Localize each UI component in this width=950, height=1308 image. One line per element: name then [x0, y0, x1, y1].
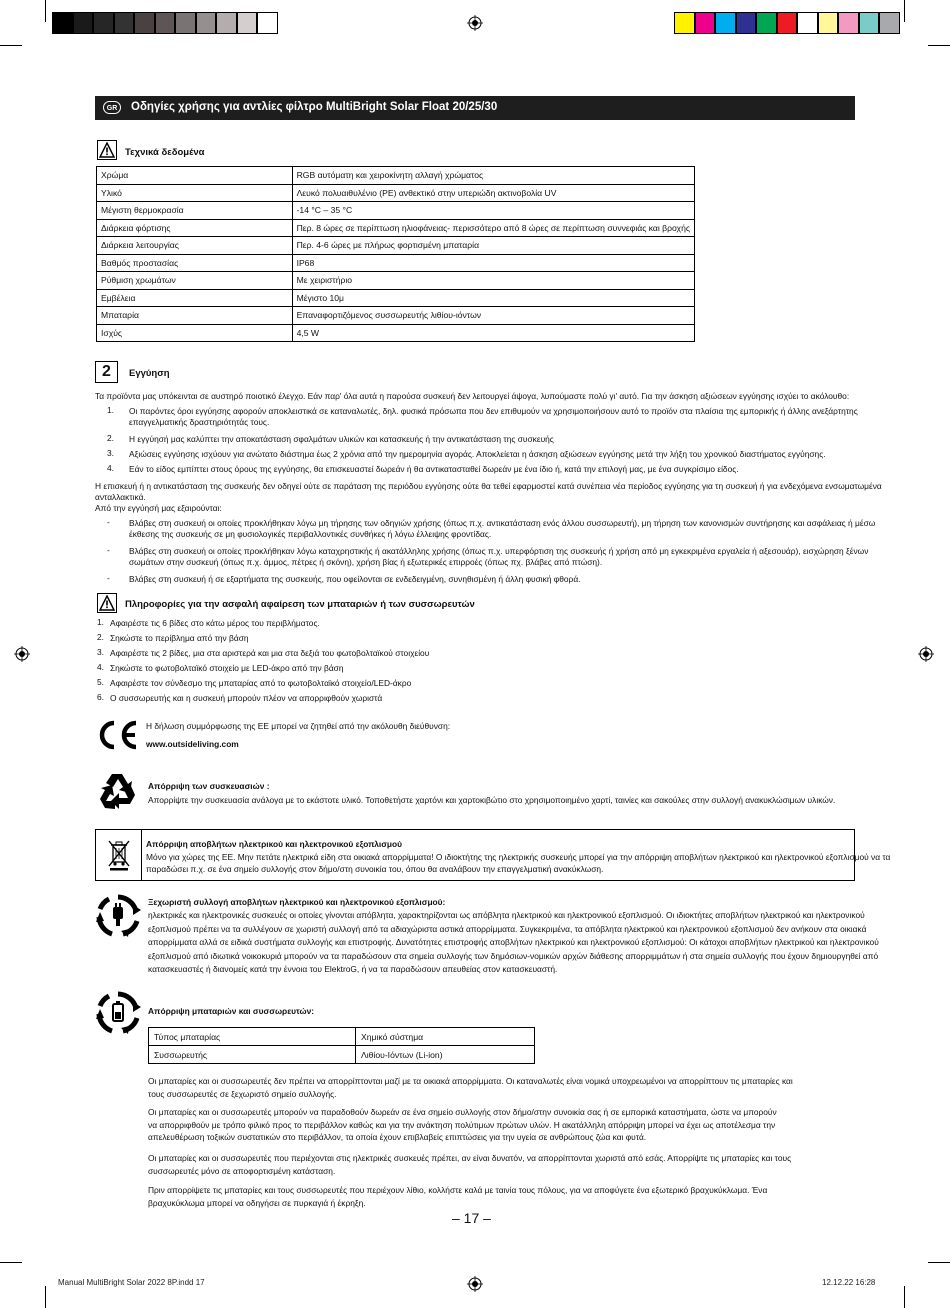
excluded-item-text: Βλάβες στη συσκευή ή σε εξαρτήματα της συσκευής, που οφείλονται σε ενδεδειγμένη, συνηθισμένη ή άλλη φυσική φθορά. [129, 574, 581, 584]
registration-mark-icon [14, 646, 30, 662]
crop-mark [928, 45, 950, 46]
warranty-item-number: 4. [107, 463, 114, 473]
tech-table-row [97, 272, 695, 290]
weee-heading: Απόρριψη αποβλήτων ηλεκτρικού και ηλεκτρονικού εξοπλισμού [146, 839, 403, 849]
removal-step-text: Αφαιρέστε τον σύνδεσμο της μπαταρίας από το φωτοβολταϊκό στοιχείο/LED-άκρο [110, 678, 412, 688]
gray-swatch [155, 12, 176, 34]
page-number: – 17 – [452, 1210, 491, 1226]
warranty-intro: Τα προϊόντα μας υπόκεινται σε αυστηρό ποιοτικό έλεγχο. Εάν παρ' όλα αυτά η παρούσα συσκευή δεν λειτουργεί άψογα, λυπούμαστε πολύ γι' αυτό. Για την άσκηση αξιώσεων εγγύησης ισχύει το ακόλουθο: [95, 391, 850, 401]
removal-step-number: 4. [97, 662, 104, 672]
packaging-heading: Απόρριψη των συσκευασιών : [148, 781, 270, 791]
battery-table-cell: Συσσωρευτής [149, 1046, 356, 1064]
crop-mark [904, 0, 905, 22]
warranty-repair-text-cont: ανταλλακτικά. [95, 492, 146, 502]
warranty-item-text: Οι παρόντες όροι εγγύησης αφορούν αποκλειστικά σε καταναλωτές, δηλ. φυσικά πρόσωπα που δεν επιθυμούν να χρησιμοποιήσουν αυτό το προϊόν στα πλαίσια της εμπορικής ή άλλης ανεξάρτητης [129, 406, 858, 416]
removal-step-text: Ο συσσωρευτής και η συσκευή μπορούν πλέον να απορριφθούν χωριστά [110, 693, 383, 703]
gray-swatch [93, 12, 114, 34]
removal-step-number: 1. [97, 617, 104, 627]
tech-value-cell: IP68 [292, 254, 694, 272]
color-swatch [715, 12, 736, 34]
packaging-text: Απορρίψτε την συσκευασία ανάλογα με το εκάστοτε υλικό. Τοποθετήστε χαρτόνι και χαρτοκιβώτιο στο χρησιμοποιημένο χαρτί, ταινίες και σακούλες στην συλλογή ανακυκλώσιμων υλικών. [148, 795, 836, 805]
footer-file-info: Manual MultiBright Solar 2022 8P.indd 17 [58, 1278, 205, 1287]
color-swatch [818, 12, 839, 34]
gray-swatch [196, 12, 217, 34]
gray-swatch [73, 12, 94, 34]
battery-type-table [148, 1027, 535, 1064]
separate-collection-text: εξοπλισμού από ιδιωτικά νοικοκυριά μπορούν να τα παραδώσουν στα σημεία συλλογής των δημόσιων-νομικών αρχών διάθεσης απορριμμάτων ή στα σημεία συλλογής που έχουν δημιουργηθεί από [148, 950, 879, 961]
tech-label-cell: Ρύθμιση χρωμάτων [97, 272, 293, 290]
color-swatch [879, 12, 900, 34]
tech-label-cell: Εμβέλεια [97, 289, 293, 307]
warranty-repair-text: Η επισκευή ή η αντικατάσταση της συσκευής δεν οδηγεί ούτε σε παράταση της περιόδου εγγύησης ούτε θα τεθεί εφαρμοστεί κατά συνέπεια νέα περίοδος εγγύησης για τη συσκευή ή για ενδεχόμενα ενσωματωμένα [95, 481, 882, 491]
crossed-bin-icon [106, 839, 132, 871]
gray-swatch [257, 12, 278, 34]
tech-label-cell: Διάρκεια φόρτισης [97, 219, 293, 237]
tech-value-cell: RGB αυτόματη και χειροκίνητη αλλαγή χρώματος [292, 167, 694, 185]
ce-mark-icon [95, 719, 139, 751]
tech-value-cell: -14 °C – 35 °C [292, 202, 694, 220]
tech-data-heading: Τεχνικά δεδομένα [125, 147, 205, 158]
excluded-item-text: Βλάβες στη συσκευή οι οποίες προκλήθηκαν λόγω μη τήρησης των οδηγιών χρήσης (όπως π.χ. αντικατάσταση ενός άλλου συσσωρευτή), μη τήρηση των κανονισμών συντήρησης και ασφάλειας ή μέσω [129, 518, 876, 528]
tech-value-cell: Με χειριστήριο [292, 272, 694, 290]
tech-value-cell: Επαναφορτιζόμενος συσσωρευτής λιθίου-ιόντων [292, 307, 694, 325]
battery-paragraph-text: συσσωρευτές μόνο σε αποφορτισμένη κατάσταση. [148, 1165, 336, 1176]
removal-step-text: Σηκώστε το περίβλημα από την βάση [110, 633, 249, 643]
tech-table-row [97, 254, 695, 272]
color-swatch [859, 12, 880, 34]
document-header-bar [95, 96, 855, 120]
tech-table-row [97, 324, 695, 342]
gray-swatch [216, 12, 237, 34]
battery-table-cell: Χημικό σύστημα [356, 1028, 535, 1046]
warning-triangle-icon [97, 140, 117, 160]
battery-paragraph-text: Πριν απορρίψετε τις μπαταρίες και τους συσσωρευτές που περιέχουν λίθιο, κολλήστε καλά με ταινία τους πόλους, για να αποφύγετε ένα εξωτερικό βραχυκύκλωμα. Ένα [148, 1185, 768, 1195]
warranty-item-text: Αξιώσεις εγγύησης ισχύουν για ανώτατο διάστημα έως 2 χρόνια από την ημερομηνία αγοράς. Αποκλείεται η άσκηση αξιώσεων εγγύησης μετά την λήξη του χρονικού διαστήματος εγγύησης. [129, 449, 826, 459]
removal-step-text: Σηκώστε το φωτοβολταϊκό στοιχείο με LED-άκρο από την βάση [110, 663, 344, 673]
battery-paragraph-text: Οι μπαταρίες και οι συσσωρευτές δεν πρέπει να απορρίπτονται μαζί με τα οικιακά απορρίμματα. Οι καταναλωτές είναι νομικά υποχρεωμένοι να απορρίπτουν τις μπαταρίες και [148, 1076, 793, 1086]
tech-table-row [97, 237, 695, 255]
tech-value-cell: Περ. 8 ώρες σε περίπτωση ηλιοφάνειας- περισσότερο από 8 ώρες σε περίπτωση συννεφιάς και βροχής [292, 219, 694, 237]
bullet-dash: - [107, 517, 110, 527]
weee-text-cont: παραδώσει π.χ. σε ένα σημείο συλλογής στον δήμο/στη συνοικία του, όπου θα αναλάβουν την επαγγελματική ανακύκλωση. [146, 864, 604, 874]
gray-swatch [175, 12, 196, 34]
tech-label-cell: Μπαταρία [97, 307, 293, 325]
tech-label-cell: Υλικό [97, 184, 293, 202]
tech-value-cell: Λευκό πολυαιθυλένιο (PE) ανθεκτικό στην υπεριώδη ακτινοβολία UV [292, 184, 694, 202]
battery-paragraph-text: Οι μπαταρίες και οι συσσωρευτές μπορούν να παραδοθούν δωρεάν σε ένα σημείο συλλογής στον δήμο/στην συνοικία σας ή σε εμπορικά καταστήματα, ώστε να μπορούν [148, 1107, 777, 1117]
tech-table-row [97, 202, 695, 220]
color-swatch [695, 12, 716, 34]
battery-paragraph-text: να απορριφθούν με τρόπο φιλικό προς το περιβάλλον καθώς και για την ανάκτηση πολύτιμων πρώτων υλών. Η ακατάλληλη απόρριψη μπορεί να έχει ως αποτέλεσμα την [148, 1119, 776, 1130]
bullet-dash: - [107, 545, 110, 555]
recycling-icon [95, 768, 141, 814]
tech-label-cell: Χρώμα [97, 167, 293, 185]
crop-mark [904, 1286, 905, 1308]
battery-paragraph-text: απελευθέρωση τοξικών συστατικών στο περιβάλλον, τα οποία έχουν επιβλαβείς επιπτώσεις για την υγεία σε ανθρώπους ζώα και φυτά. [148, 1132, 647, 1142]
separate-collection-text: εξοπλισμού πρέπει να τα συλλέγουν σε χωριστή συλλογή από τα αδιαχώριστα αστικά απορρίμματα. Συγκεκριμένα, τα απόβλητα ηλεκτρικού και ηλεκτρονικού εξοπλισμού δεν ανήκουν στα οικιακά [148, 923, 867, 934]
tech-value-cell: Μέγιστο 10μ [292, 289, 694, 307]
tech-value-cell: 4,5 W [292, 324, 694, 342]
weee-notice-box [95, 829, 891, 881]
battery-table-row [149, 1028, 535, 1046]
batteries-heading: Απόρριψη μπαταριών και συσσωρευτών: [148, 1006, 315, 1016]
language-badge: GR [103, 101, 121, 114]
gray-swatch [237, 12, 258, 34]
separate-collection-text: ηλεκτρικές και ηλεκτρονικές συσκευές οι οποίες γίνονται απόβλητα, χαρακτηρίζονται ως απόβλητα ηλεκτρικού και ηλεκτρονικού εξοπλισμού. Οι ιδιοκτήτες αποβλήτων ηλεκτρικού και ηλεκτρονικού [148, 910, 865, 920]
removal-heading: Πληροφορίες για την ασφαλή αφαίρεση των μπαταριών ή των συσσωρευτών [125, 599, 475, 610]
tech-label-cell: Διάρκεια λειτουργίας [97, 237, 293, 255]
excluded-item-text-cont: σωμάτων στην συσκευή (όπως π.χ. άμμος, πέτρες ή σκόνη), χρήση βίας ή εξωτερικές επιρροές (όπως πχ. βλάβες από πτώση). [129, 557, 603, 567]
tech-table-row [97, 289, 695, 307]
color-swatch [756, 12, 777, 34]
excluded-item-text-cont: έκθεσης της συσκευής σε μη φυσιολογικές περιβαλλοντικές συνθήκες ή λόγω έλλειψης φροντίδας. [129, 529, 492, 539]
crop-mark [928, 1262, 950, 1263]
color-swatch [797, 12, 818, 34]
gray-swatch [52, 12, 73, 34]
warranty-item-text: Εάν το είδος εμπίπτει στους όρους της εγγύησης, θα επισκευαστεί δωρεάν ή θα αντικατασταθεί δωρεάν με ένα ίδιο ή, κατά την επιλογή μας, με ένα συγκρίσιμο είδος. [129, 464, 739, 474]
ce-declaration-text: Η δήλωση συμμόρφωσης της ΕΕ μπορεί να ζητηθεί από την ακόλουθη διεύθυνση: [146, 721, 451, 731]
section-number-badge: 2 [95, 361, 118, 383]
document-title: Οδηγίες χρήσης για αντλίες φίλτρο MultiBright Solar Float 20/25/30 [131, 101, 498, 113]
tech-label-cell: Βαθμός προστασίας [97, 254, 293, 272]
battery-table-cell: Τύπος μπαταρίας [149, 1028, 356, 1046]
warranty-excluded-intro: Από την εγγύησή μας εξαιρούνται: [95, 503, 222, 513]
battery-table-cell: Λιθίου-Ιόντων (Li-ion) [356, 1046, 535, 1064]
removal-step-number: 2. [97, 632, 104, 642]
warranty-item-number: 1. [107, 405, 114, 415]
footer-timestamp: 12.12.22 16:28 [822, 1278, 876, 1287]
crop-mark [0, 45, 22, 46]
weee-text: Μόνο για χώρες της ΕΕ. Μην πετάτε ηλεκτρικά είδη στα οικιακά απορρίμματα! Ο ιδιοκτήτης της ηλεκτρικής συσκευής μπορεί για την απόρριψη αποβλήτων ηλεκτρικού και ηλεκτρονικού εξοπλισμού να τα [146, 852, 891, 862]
bullet-dash: - [107, 573, 110, 583]
tech-table-row [97, 219, 695, 237]
warranty-item-number: 3. [107, 448, 114, 458]
tech-label-cell: Μέγιστη θερμοκρασία [97, 202, 293, 220]
removal-step-number: 6. [97, 692, 104, 702]
registration-mark-icon [467, 1276, 483, 1292]
warranty-item-text: Η εγγύησή μας καλύπτει την αποκατάσταση σφαλμάτων υλικών και κατασκευής ή την αντικατάσταση της συσκευής [129, 434, 554, 444]
tech-label-cell: Ισχύς [97, 324, 293, 342]
removal-step-text: Αφαιρέστε τις 6 βίδες στο κάτω μέρος του περιβλήματος. [110, 618, 320, 628]
electronic-recycling-icon [95, 893, 141, 939]
tech-value-cell: Περ. 4-6 ώρες με πλήρως φορτισμένη μπαταρία [292, 237, 694, 255]
separate-collection-text: κατασκευαστές ή διανομείς κατά την έννοια του ElektroG, ή να τα παραδώσουν απευθείας στον κατασκευαστή. [148, 964, 558, 974]
removal-step-number: 5. [97, 677, 104, 687]
separate-collection-text: απορρίμματα αλλά σε ειδικά συστήματα συλλογής και επιστροφής. Δυνατότητες επιστροφής αποβλήτων ηλεκτρικού και ηλεκτρονικού εξοπλισμού: Οι κάτοχοι αποβλήτων ηλεκτρικού και ηλεκτρονικού [148, 937, 879, 947]
warranty-item-number: 2. [107, 433, 114, 443]
crop-mark [45, 1286, 46, 1308]
color-swatch [736, 12, 757, 34]
crop-mark [45, 0, 46, 22]
gray-swatch [114, 12, 135, 34]
tech-table-row [97, 167, 695, 185]
battery-paragraph-text: βραχυκύκλωμα μπορεί να οδηγήσει σε πυρκαγιά ή έκρηξη. [148, 1197, 366, 1208]
warning-triangle-icon [97, 593, 117, 613]
tech-table-row [97, 307, 695, 325]
battery-recycling-icon [95, 990, 141, 1036]
ce-url-link[interactable]: www.outsideliving.com [146, 739, 239, 749]
battery-paragraph-text: τους συσσωρευτές σε ξεχωριστό σημείο συλλογής. [148, 1088, 337, 1099]
color-swatch [838, 12, 859, 34]
tech-data-table [96, 166, 695, 342]
registration-mark-icon [918, 646, 934, 662]
warranty-item-text-cont: επαγγελματικής δραστηριότητάς τους. [129, 417, 270, 427]
gray-swatch [134, 12, 155, 34]
crop-mark [0, 1262, 22, 1263]
battery-paragraph-text: Οι μπαταρίες και οι συσσωρευτές που περιέχονται στις ηλεκτρικές συσκευές πρέπει, αν είναι δυνατόν, να απορρίπτονται χωριστά από εσάς. Απορρίψτε τις μπαταρίες και τους [148, 1153, 792, 1163]
registration-mark-icon [467, 15, 483, 31]
excluded-item-text: Βλάβες στη συσκευή οι οποίες προκλήθηκαν λόγω καταχρηστικής ή ακατάλληλης χρήσης (όπως π.χ. υπερφόρτιση της συσκευής ή χρήση από μη εγκεκριμένα εργαλεία ή αξεσουάρ), εισχώρηση ξένων [129, 546, 869, 556]
removal-step-number: 3. [97, 647, 104, 657]
warranty-heading: Εγγύηση [129, 368, 170, 379]
color-swatch [777, 12, 798, 34]
battery-table-row [149, 1046, 535, 1064]
tech-table-row [97, 184, 695, 202]
separate-collection-heading: Ξεχωριστή συλλογή αποβλήτων ηλεκτρικού και ηλεκτρονικού εξοπλισμού: [148, 897, 446, 907]
color-swatch [674, 12, 695, 34]
removal-step-text: Αφαιρέστε τις 2 βίδες, μια στα αριστερά και μια στα δεξιά του φωτοβολταϊκού στοιχείου [110, 648, 430, 658]
